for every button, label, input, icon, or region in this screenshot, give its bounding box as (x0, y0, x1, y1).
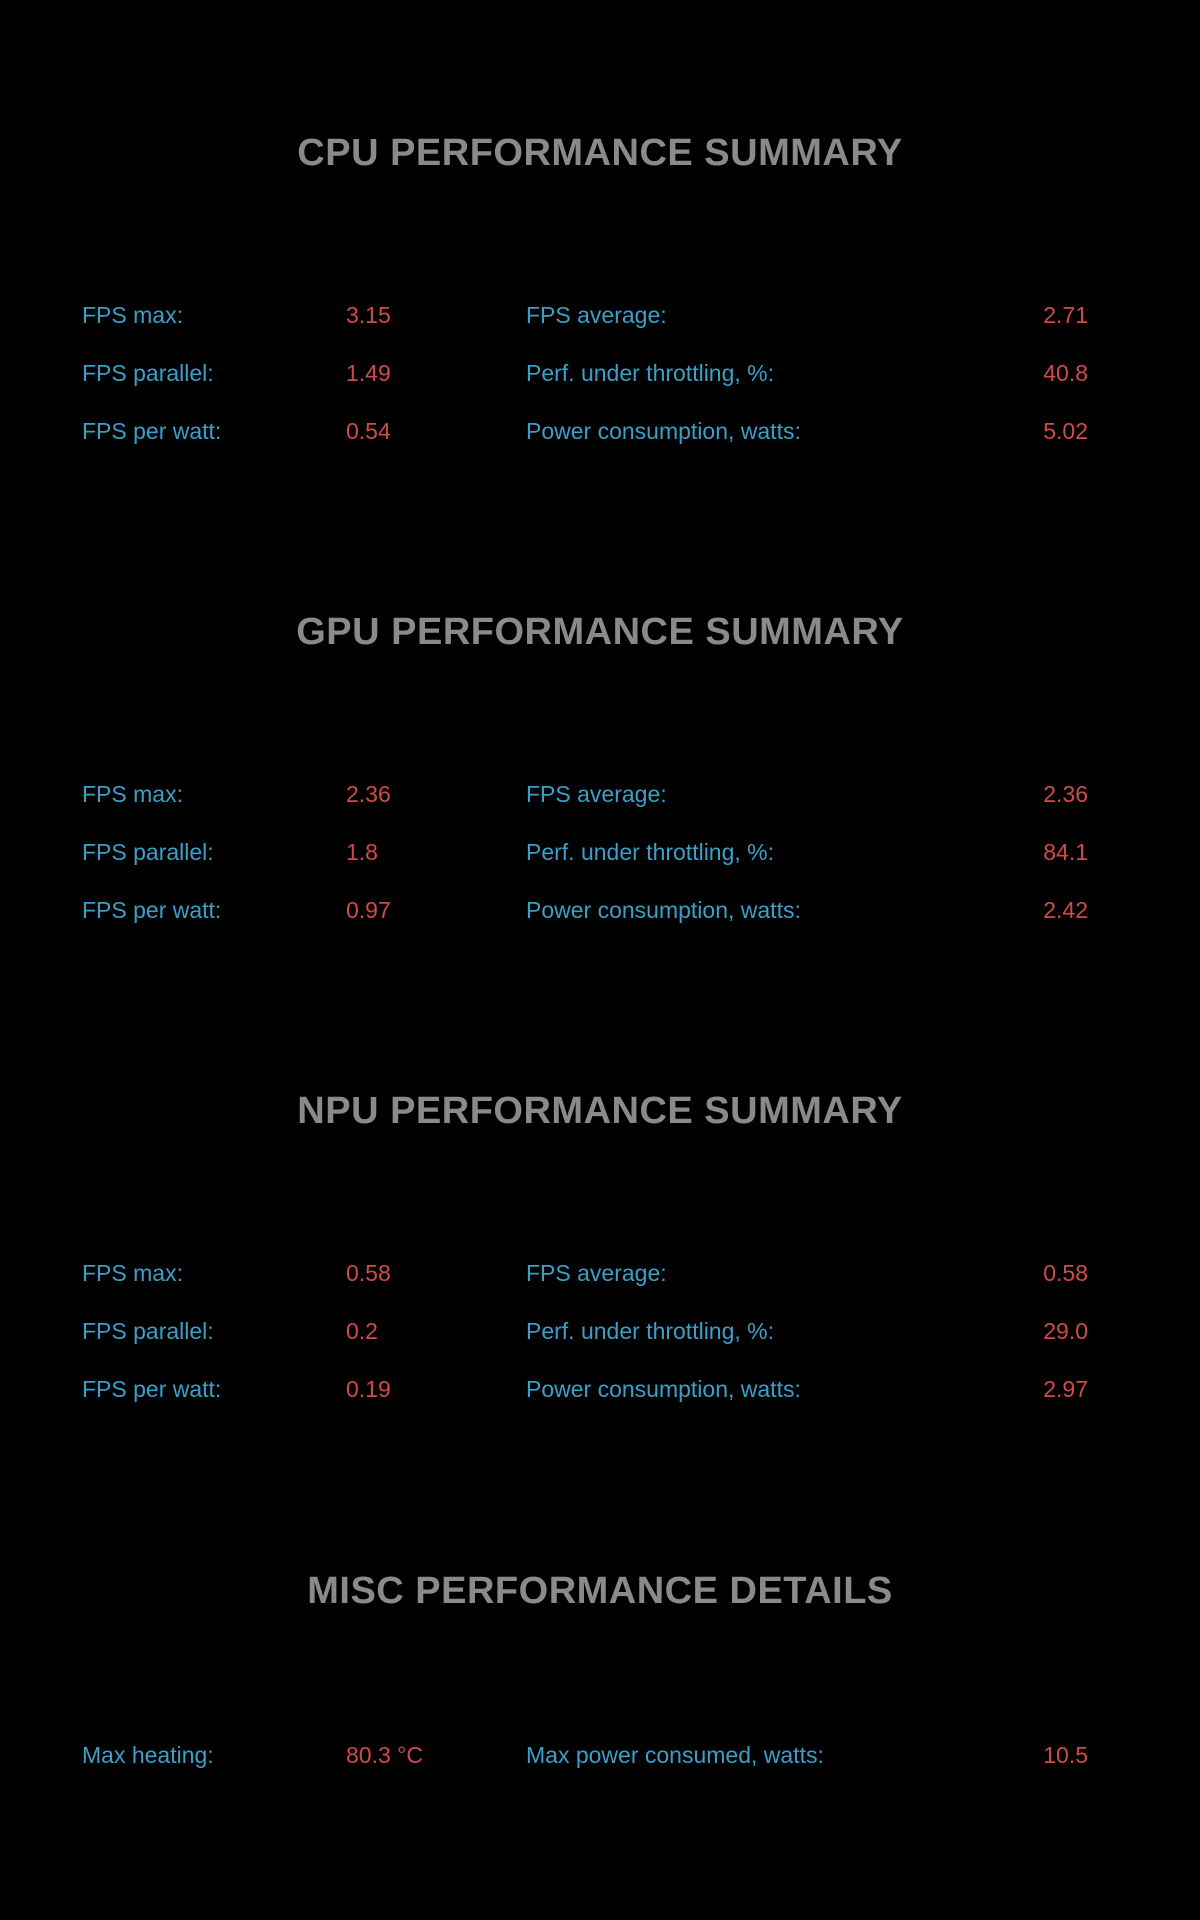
misc-max-power-value: 10.5 (1043, 1742, 1088, 1768)
cpu-power-consumption-label: Power consumption, watts: (526, 418, 801, 444)
cpu-fps-per-watt-label: FPS per watt: (82, 418, 222, 444)
gpu-fps-parallel-value: 1.8 (346, 839, 378, 865)
gpu-fps-per-watt-label: FPS per watt: (82, 897, 222, 923)
cpu-perf-throttling-value: 40.8 (1043, 360, 1088, 386)
section-title-gpu: GPU PERFORMANCE SUMMARY (296, 611, 904, 653)
npu-fps-max-value: 0.58 (346, 1260, 391, 1286)
gpu-fps-max-label: FPS max: (82, 781, 183, 807)
gpu-perf-throttling-label: Perf. under throttling, %: (526, 839, 775, 865)
cpu-fps-parallel-value: 1.49 (346, 360, 391, 386)
npu-fps-parallel-value: 0.2 (346, 1318, 378, 1344)
section-title-misc: MISC PERFORMANCE DETAILS (307, 1570, 893, 1612)
npu-fps-parallel-label: FPS parallel: (82, 1318, 214, 1344)
npu-power-consumption-label: Power consumption, watts: (526, 1376, 801, 1402)
npu-fps-max-label: FPS max: (82, 1260, 183, 1286)
npu-fps-average-value: 0.58 (1043, 1260, 1088, 1286)
misc-max-power-label: Max power consumed, watts: (526, 1742, 824, 1768)
misc-max-heating-value: 80.3 °C (346, 1742, 423, 1768)
gpu-power-consumption-label: Power consumption, watts: (526, 897, 801, 923)
cpu-perf-throttling-label: Perf. under throttling, %: (526, 360, 775, 386)
cpu-fps-average-value: 2.71 (1043, 302, 1088, 328)
gpu-fps-per-watt-value: 0.97 (346, 897, 391, 923)
section-title-cpu: CPU PERFORMANCE SUMMARY (297, 132, 903, 174)
cpu-fps-average-label: FPS average: (526, 302, 667, 328)
gpu-fps-average-label: FPS average: (526, 781, 667, 807)
npu-power-consumption-value: 2.97 (1043, 1376, 1088, 1402)
cpu-fps-max-label: FPS max: (82, 302, 183, 328)
section-title-npu: NPU PERFORMANCE SUMMARY (297, 1090, 903, 1132)
gpu-perf-throttling-value: 84.1 (1043, 839, 1088, 865)
npu-fps-per-watt-label: FPS per watt: (82, 1376, 222, 1402)
cpu-fps-parallel-label: FPS parallel: (82, 360, 214, 386)
npu-perf-throttling-label: Perf. under throttling, %: (526, 1318, 775, 1344)
npu-fps-average-label: FPS average: (526, 1260, 667, 1286)
cpu-fps-max-value: 3.15 (346, 302, 391, 328)
npu-perf-throttling-value: 29.0 (1043, 1318, 1088, 1344)
gpu-fps-average-value: 2.36 (1043, 781, 1088, 807)
cpu-power-consumption-value: 5.02 (1043, 418, 1088, 444)
gpu-fps-parallel-label: FPS parallel: (82, 839, 214, 865)
cpu-fps-per-watt-value: 0.54 (346, 418, 391, 444)
gpu-power-consumption-value: 2.42 (1043, 897, 1088, 923)
gpu-fps-max-value: 2.36 (346, 781, 391, 807)
misc-max-heating-label: Max heating: (82, 1742, 214, 1768)
npu-fps-per-watt-value: 0.19 (346, 1376, 391, 1402)
